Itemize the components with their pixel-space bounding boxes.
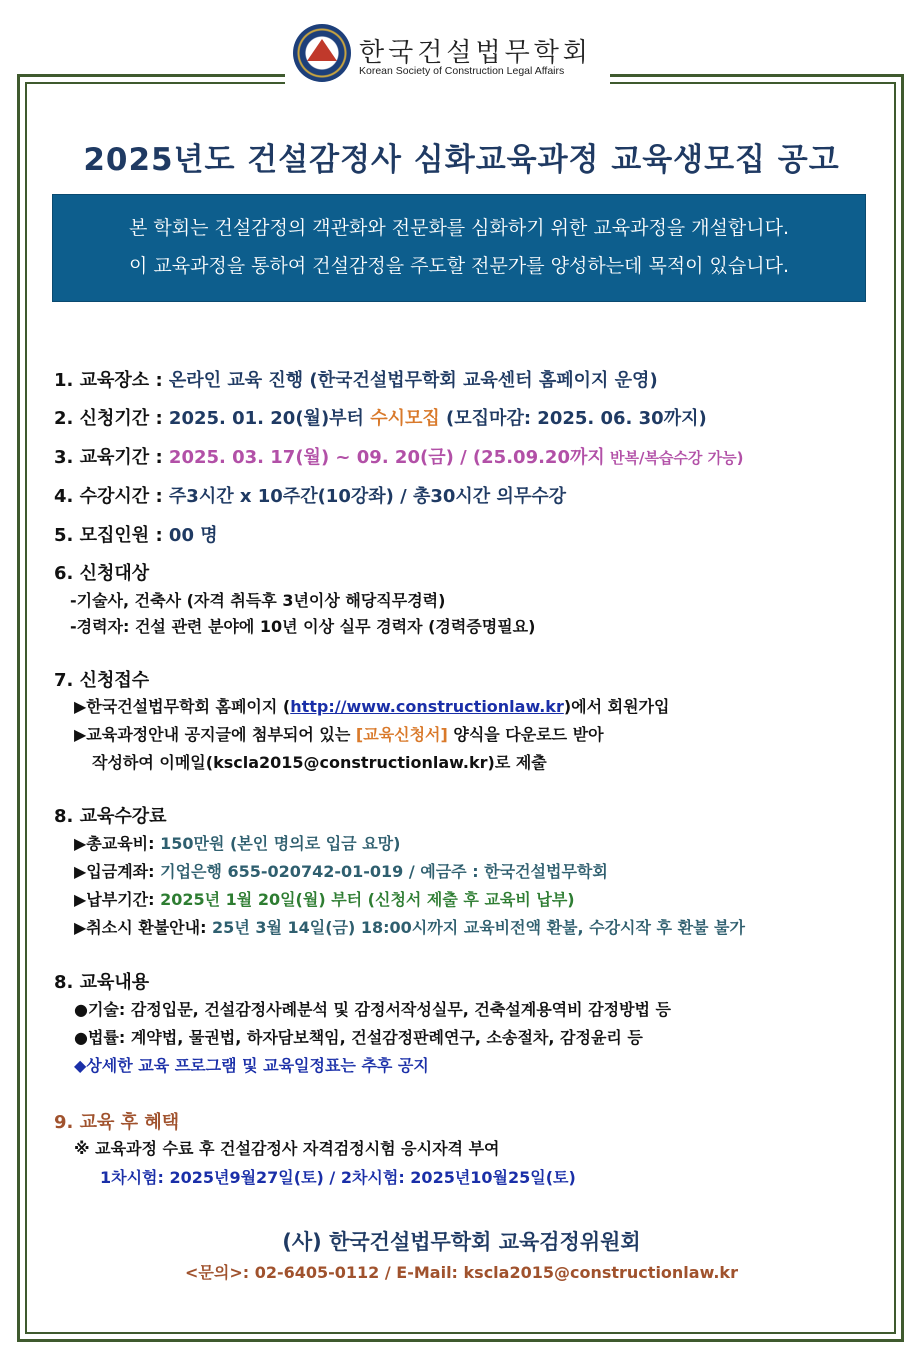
receipt-bullet-2 — [74, 722, 604, 745]
receipt-bullet-2-post: 양식을 다운로드 받아 — [447, 725, 604, 744]
fee-refund — [74, 915, 745, 938]
fee-refund-label: ▶취소시 환불안내: — [74, 918, 213, 937]
footer-contact: <문의>: 02-6405-0112 / E-Mail: kscla2015@constructionlaw.kr — [185, 1263, 738, 1282]
receipt-bullet-1-post: )에서 회원가입 — [563, 697, 670, 716]
logo-korean-name: 한국건설법무학회 — [359, 38, 592, 68]
item-apply — [54, 404, 707, 430]
content-law: ●법률: 계약법, 물권법, 하자담보책임, 건설감정판례연구, 소송절차, 감정윤리 등 — [74, 1028, 643, 1047]
apply-highlight: 수시모집 — [370, 408, 440, 429]
footer-organization: (사) 한국건설법무학회 교육검정위원회 — [282, 1230, 641, 1254]
receipt-bullet-1 — [74, 694, 669, 717]
logo-english-name: Korean Society of Construction Legal Affairs — [359, 65, 565, 77]
item-hours — [54, 482, 566, 508]
benefit-line-2: 1차시험: 2025년9월27일(토) / 2차시험: 2025년10월25일(토) — [100, 1168, 576, 1187]
item-period — [54, 443, 743, 469]
period-label: 3. 교육기간 : — [54, 447, 169, 468]
hours-value: 주3시간 x 10주간(10강좌) / 총30시간 의무수강 — [168, 486, 566, 507]
banner-line-2: 이 교육과정을 통하여 건설감정을 주도할 전문가를 양성하는데 목적이 있습니다. — [128, 255, 790, 277]
place-label: 1. 교육장소 : — [54, 370, 169, 391]
receipt-bullet-2-line-2: 작성하여 이메일(kscla2015@constructionlaw.kr)로 제출 — [92, 753, 547, 772]
benefit-heading: 9. 교육 후 혜택 — [54, 1112, 180, 1133]
receipt-bullet-1-pre: ▶한국건설법무학회 홈페이지 ( — [74, 697, 291, 716]
target-heading: 6. 신청대상 — [54, 563, 150, 584]
fee-total-value: 150만원 (본인 명의로 입금 요망) — [160, 834, 401, 853]
homepage-link[interactable]: http://www.constructionlaw.kr — [290, 697, 564, 716]
count-label: 5. 모집인원 : — [54, 525, 169, 546]
place-value: 온라인 교육 진행 (한국건설법무학회 교육센터 홈페이지 운영) — [168, 370, 658, 391]
society-logo — [285, 18, 610, 84]
target-line-2: -경력자: 건설 관련 분야에 10년 이상 실무 경력자 (경력증명필요) — [70, 617, 536, 636]
fee-account-label: ▶입금계좌: — [74, 862, 161, 881]
item-place — [54, 366, 658, 392]
content-heading: 8. 교육내용 — [54, 972, 150, 993]
period-note: 반복/복습수강 가능) — [604, 449, 744, 467]
apply-deadline: (모집마감: 2025. 06. 30까지) — [439, 408, 707, 429]
content-notice: ◆상세한 교육 프로그램 및 교육일정표는 추후 공지 — [74, 1056, 429, 1075]
fee-total — [74, 831, 400, 854]
benefit-line-1: ※ 교육과정 수료 후 건설감정사 자격검정시험 응시자격 부여 — [74, 1139, 500, 1158]
receipt-bullet-2-pre: ▶교육과정안내 공지글에 첨부되어 있는 — [74, 725, 356, 744]
fee-refund-value: 25년 3월 14일(금) 18:00시까지 교육비전액 환불, 수강시작 후 환불 불가 — [212, 918, 745, 937]
apply-label: 2. 신청기간 : — [54, 408, 169, 429]
application-form-highlight: [교육신청서] — [355, 725, 448, 744]
intro-banner — [52, 194, 866, 302]
fee-account-value: 기업은행 655-020742-01-019 / 예금주 : 한국건설법무학회 — [160, 862, 608, 881]
apply-date: 2025. 01. 20(월)부터 — [168, 408, 371, 429]
count-value: 00 명 — [168, 525, 218, 546]
receipt-heading: 7. 신청접수 — [54, 670, 150, 691]
target-line-1: -기술사, 건축사 (자격 취득후 3년이상 해당직무경력) — [70, 591, 446, 610]
page-title: 2025년도 건설감정사 심화교육과정 교육생모집 공고 — [83, 142, 840, 178]
content-tech: ●기술: 감정입문, 건설감정사례분석 및 감정서작성실무, 건축설계용역비 감정방법 등 — [74, 1000, 672, 1019]
emblem-triangle-icon — [307, 39, 337, 61]
fee-pay-period — [74, 887, 575, 910]
fee-total-label: ▶총교육비: — [74, 834, 161, 853]
period-value: 2025. 03. 17(월) ~ 09. 20(금) / (25.09.20까지 — [168, 447, 605, 468]
fee-account — [74, 859, 608, 882]
hours-label: 4. 수강시간 : — [54, 486, 169, 507]
banner-line-1: 본 학회는 건설감정의 객관화와 전문화를 심화하기 위한 교육과정을 개설합니다. — [128, 217, 790, 239]
item-count — [54, 521, 218, 547]
fee-heading: 8. 교육수강료 — [54, 806, 167, 827]
fee-pay-value: 2025년 1월 20일(월) 부터 (신청서 제출 후 교육비 납부) — [160, 890, 575, 909]
fee-pay-label: ▶납부기간: — [74, 890, 161, 909]
